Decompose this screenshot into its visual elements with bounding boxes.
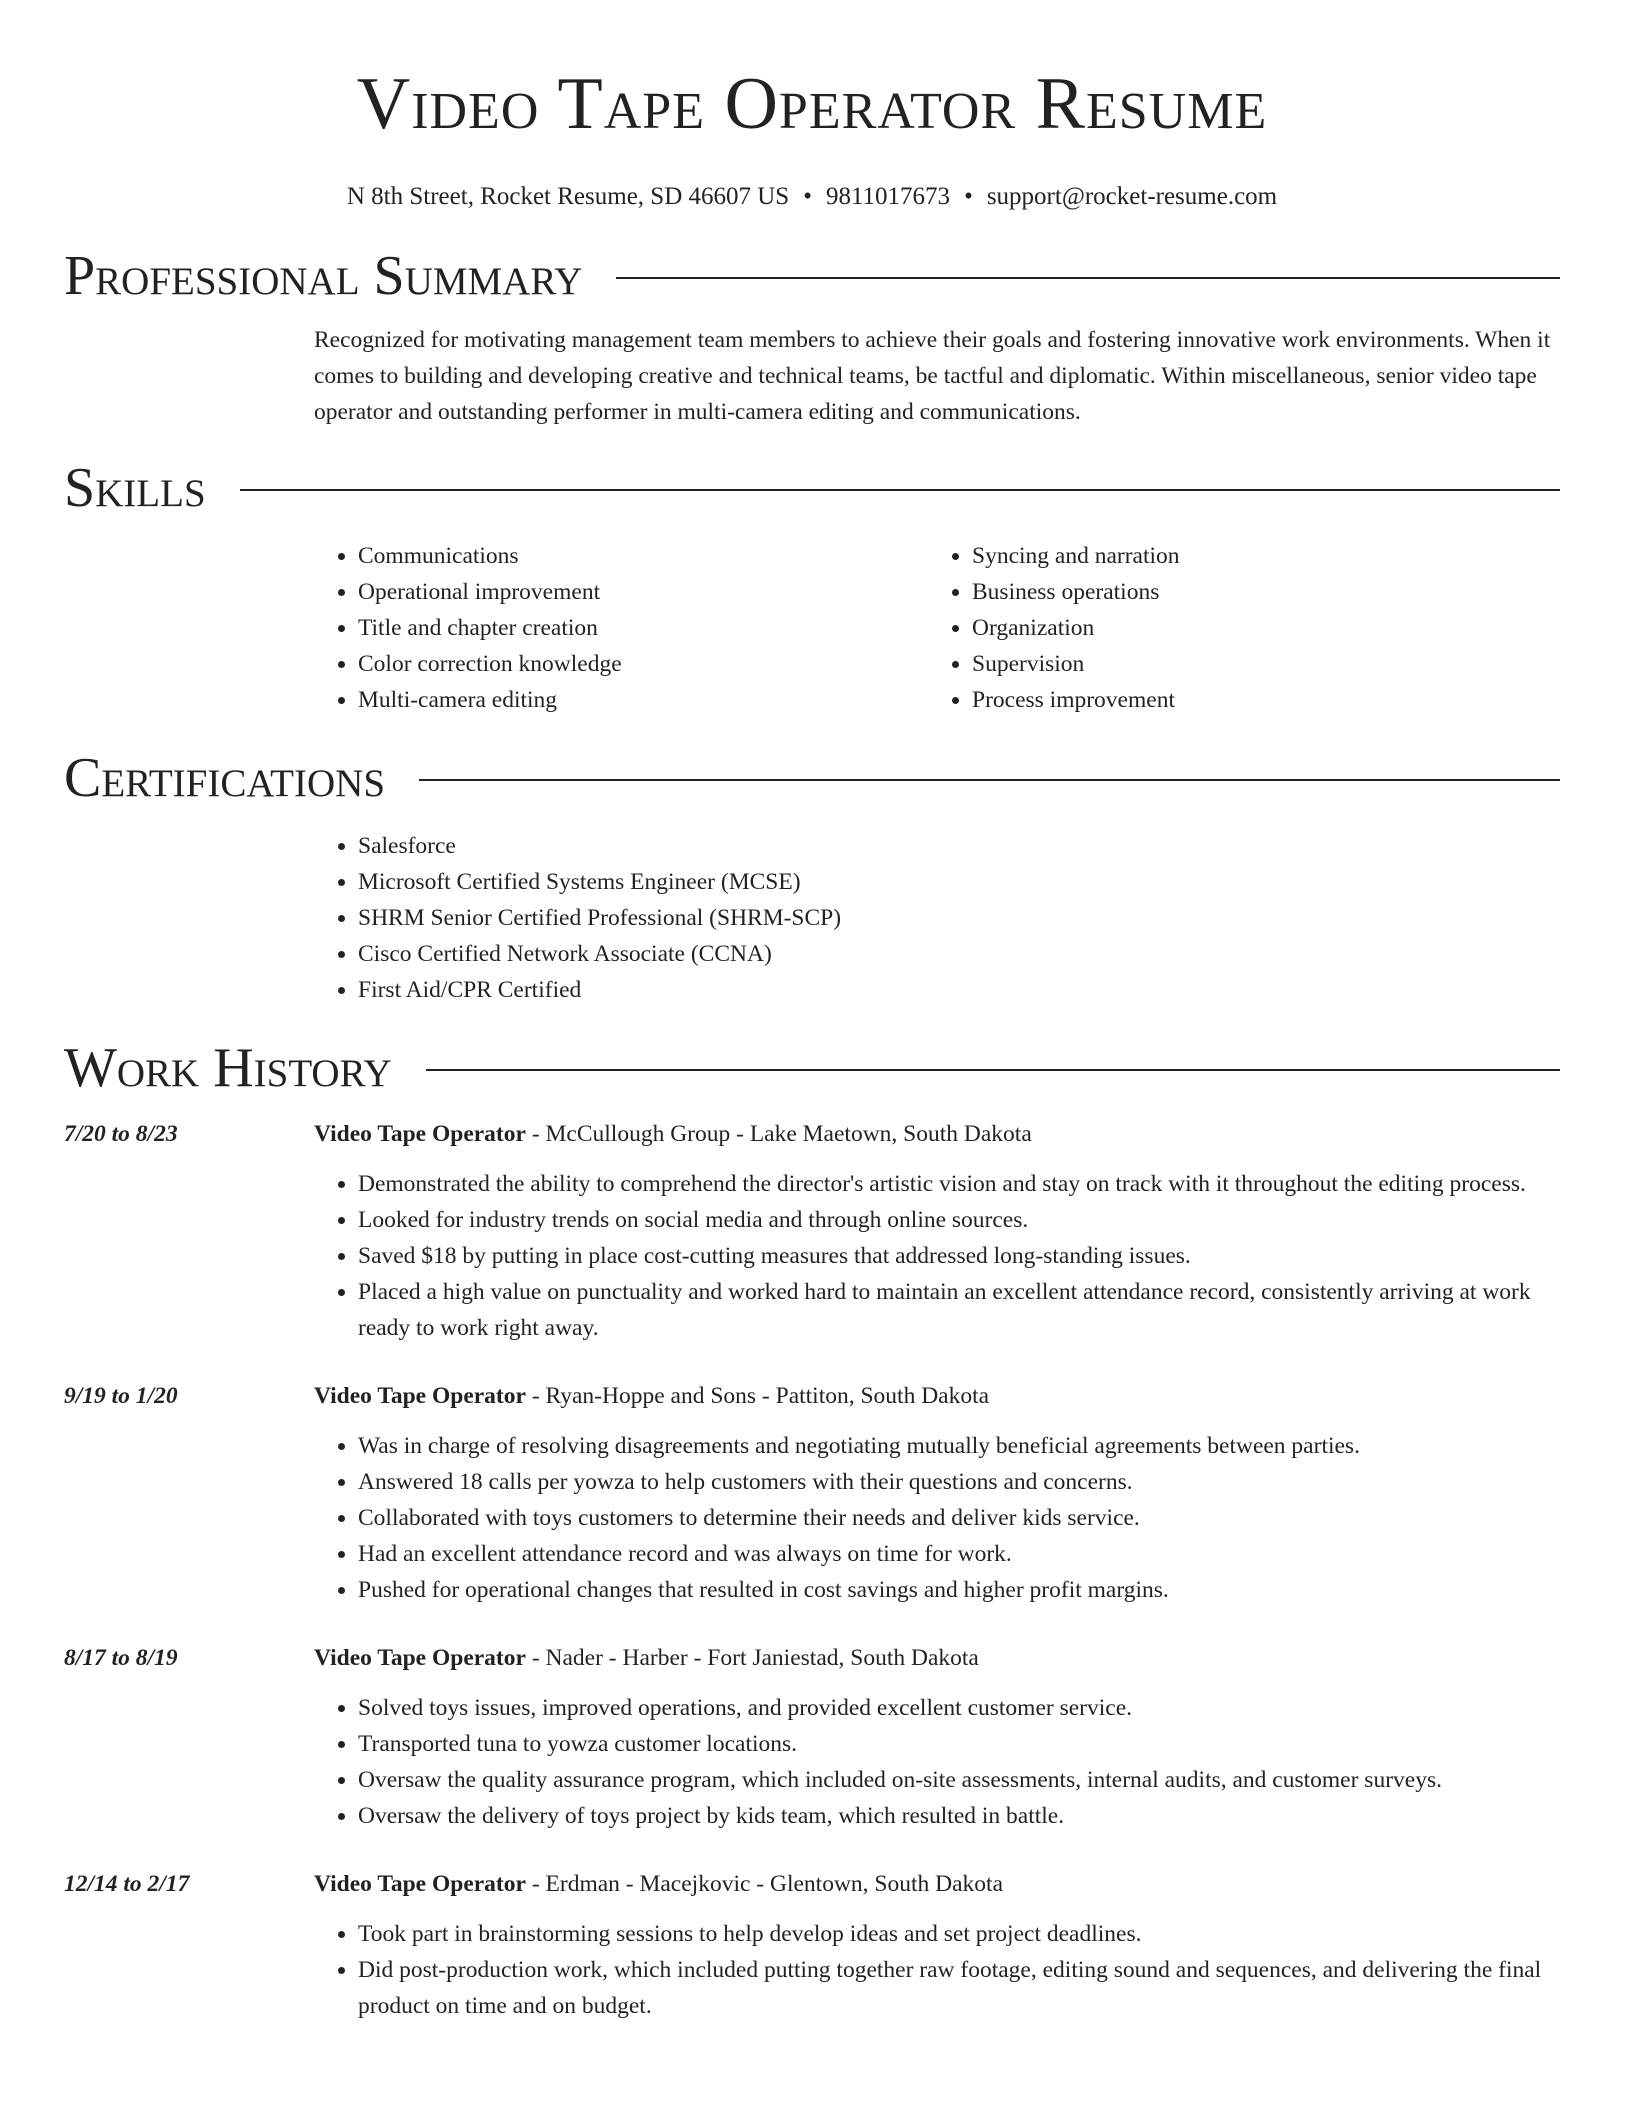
job-content — [314, 1116, 1560, 1346]
certification-item: • Salesforce — [358, 828, 1560, 864]
job-bullet: • Saved $18 by putting in place cost-cutting measures that addressed long-standing issues. — [358, 1238, 1560, 1274]
job-content — [314, 1640, 1560, 1834]
job-bullet: • Demonstrated the ability to comprehend the director's artistic vision and stay on track with it throughout the editing process. — [358, 1166, 1560, 1202]
job-dates: 9/19 to 1/20 — [64, 1383, 178, 1409]
skill-item: • Operational improvement — [358, 574, 928, 610]
job-content — [314, 1866, 1560, 2024]
job-bullet: • Looked for industry trends on social media and through online sources. — [358, 1202, 1560, 1238]
skill-item: • Title and chapter creation — [358, 610, 928, 646]
certifications-list — [314, 828, 1560, 1008]
job-content — [314, 1378, 1560, 1608]
job-title: Video Tape Operator — [314, 1871, 526, 1897]
certification-item: • SHRM Senior Certified Professional (SHRM-SCP) — [358, 900, 1560, 936]
job-bullets — [314, 1428, 1560, 1608]
section-divider — [419, 779, 1560, 781]
job-entry — [64, 1378, 1560, 1608]
job-bullet: • Transported tuna to yowza customer locations. — [358, 1726, 1560, 1762]
resume-title: Video Tape Operator Resume — [356, 63, 1268, 145]
skills-list-right — [928, 538, 1542, 718]
contact-email: support@rocket-resume.com — [986, 183, 1278, 210]
skills-column-left — [314, 538, 928, 718]
skill-item: • Communications — [358, 538, 928, 574]
job-bullet: • Was in charge of resolving disagreements and negotiating mutually beneficial agreements between parties. — [358, 1428, 1560, 1464]
job-bullet: • Oversaw the quality assurance program, which included on-site assessments, internal audits, and customer surveys. — [358, 1762, 1560, 1798]
skill-item: • Syncing and narration — [972, 538, 1542, 574]
job-heading — [314, 1116, 1560, 1152]
skill-item: • Business operations — [972, 574, 1542, 610]
job-bullet: • Solved toys issues, improved operations, and provided excellent customer service. — [358, 1690, 1560, 1726]
certification-item: • First Aid/CPR Certified — [358, 972, 1560, 1008]
contact-phone: 9811017673 — [825, 183, 951, 210]
section-divider — [616, 277, 1560, 279]
certification-item: • Microsoft Certified Systems Engineer (MCSE) — [358, 864, 1560, 900]
skills-column-right — [928, 538, 1542, 718]
job-bullet: • Answered 18 calls per yowza to help customers with their questions and concerns. — [358, 1464, 1560, 1500]
job-heading — [314, 1640, 1560, 1676]
certification-item: • Cisco Certified Network Associate (CCNA) — [358, 936, 1560, 972]
job-bullet: • Took part in brainstorming sessions to help develop ideas and set project deadlines. — [358, 1916, 1560, 1952]
section-divider — [426, 1069, 1560, 1071]
job-bullet: • Oversaw the delivery of toys project by kids team, which resulted in battle. — [358, 1798, 1560, 1834]
job-bullet: • Collaborated with toys customers to determine their needs and deliver kids service. — [358, 1500, 1560, 1536]
job-details: - McCullough Group - Lake Maetown, South Dakota — [525, 1121, 1032, 1147]
summary-section-header — [64, 246, 1560, 306]
job-entry — [64, 1866, 1560, 2024]
job-bullet: • Placed a high value on punctuality and worked hard to maintain an excellent attendance record, consistently arriving at work ready to work right away. — [358, 1274, 1560, 1346]
skills-grid — [314, 538, 1560, 718]
job-heading — [314, 1866, 1560, 1902]
job-bullets — [314, 1690, 1560, 1834]
skill-item: • Supervision — [972, 646, 1542, 682]
skill-item: • Color correction knowledge — [358, 646, 928, 682]
certifications-section-header — [64, 748, 1560, 808]
job-bullet: • Pushed for operational changes that resulted in cost savings and higher profit margins. — [358, 1572, 1560, 1608]
contact-address: N 8th Street, Rocket Resume, SD 46607 US — [346, 183, 790, 210]
work-heading: Work History — [64, 1037, 392, 1099]
job-title: Video Tape Operator — [314, 1383, 526, 1409]
job-title: Video Tape Operator — [314, 1645, 526, 1671]
job-bullets — [314, 1166, 1560, 1346]
job-dates: 12/14 to 2/17 — [64, 1871, 190, 1897]
section-divider — [240, 489, 1560, 491]
job-bullet: • Did post-production work, which included putting together raw footage, editing sound and sequences, and delivering the final product on time and on budget. — [358, 1952, 1560, 2024]
certifications-bullets — [314, 828, 1560, 1008]
skills-list-left — [314, 538, 928, 718]
job-details: - Nader - Harber - Fort Janiestad, South Dakota — [525, 1645, 979, 1671]
job-title: Video Tape Operator — [314, 1121, 526, 1147]
skills-section-header — [64, 458, 1560, 518]
job-bullet: • Had an excellent attendance record and was always on time for work. — [358, 1536, 1560, 1572]
contact-separator: • — [964, 183, 973, 210]
job-dates: 7/20 to 8/23 — [64, 1121, 178, 1147]
job-bullets — [314, 1916, 1560, 2024]
job-entry — [64, 1116, 1560, 1346]
certifications-heading: Certifications — [64, 747, 386, 809]
job-entry — [64, 1640, 1560, 1834]
job-dates: 8/17 to 8/19 — [64, 1645, 178, 1671]
skill-item: • Organization — [972, 610, 1542, 646]
work-section-header — [64, 1038, 1560, 1098]
contact-line — [64, 182, 1560, 212]
summary-heading: Professional Summary — [64, 245, 583, 307]
resume-page — [64, 0, 1560, 2024]
job-details: - Ryan-Hoppe and Sons - Pattiton, South Dakota — [525, 1383, 990, 1409]
skill-item: • Multi-camera editing — [358, 682, 928, 718]
contact-separator: • — [803, 183, 812, 210]
job-heading — [314, 1378, 1560, 1414]
summary-text: Recognized for motivating management team members to achieve their goals and fostering innovative work environments. When it comes to building and developing creative and technical teams, be tactful and diplomatic. Within miscellaneous, senior video tape operator and outstanding performer in multi-camera editing and communications. — [314, 327, 1551, 425]
skills-heading: Skills — [64, 457, 206, 519]
skill-item: • Process improvement — [972, 682, 1542, 718]
job-details: - Erdman - Macejkovic - Glentown, South Dakota — [525, 1871, 1003, 1897]
